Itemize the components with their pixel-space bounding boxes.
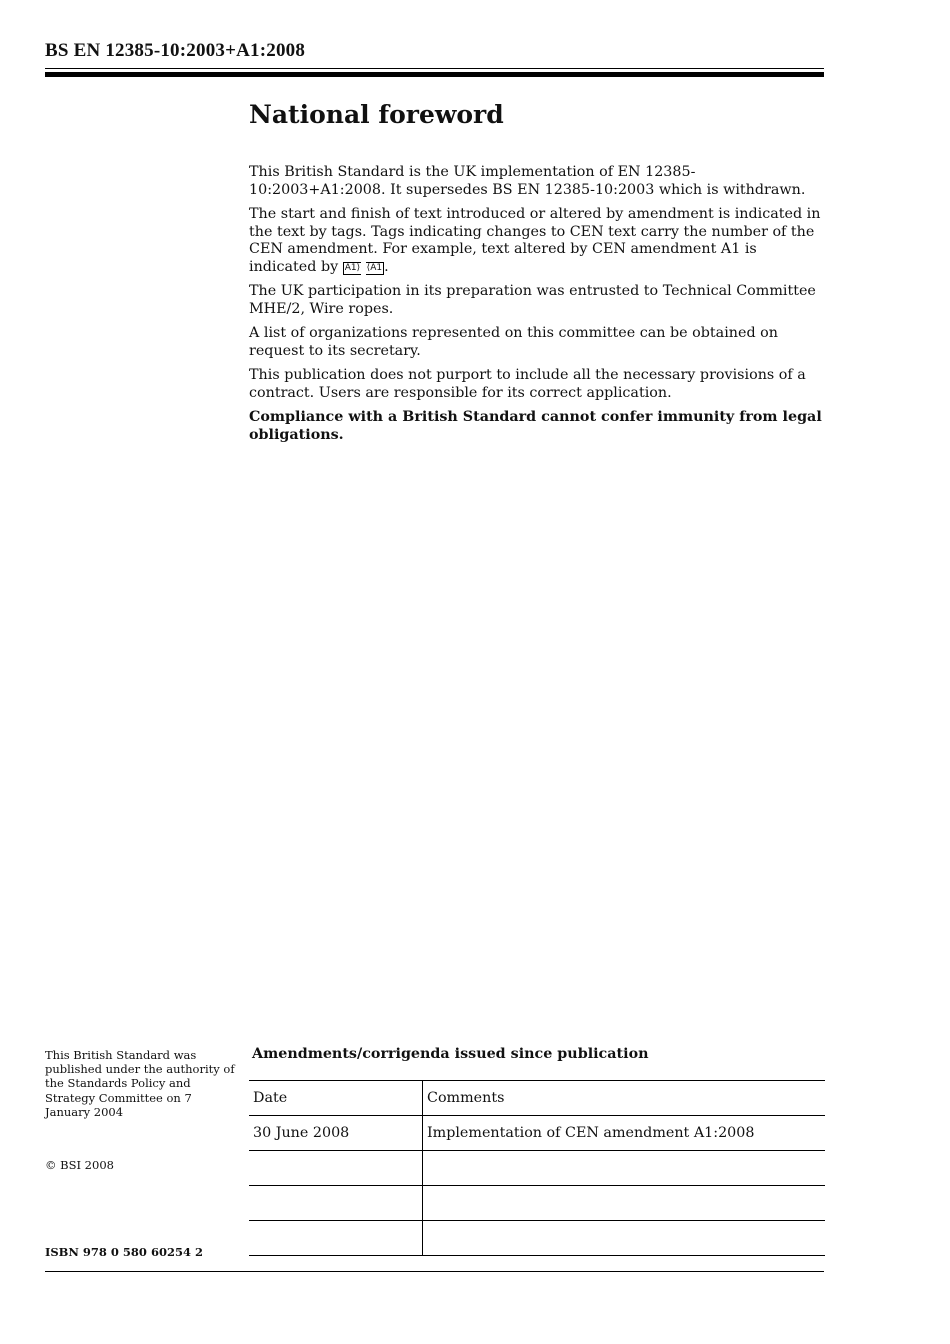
table-row [249,1116,825,1151]
footer-rule [45,1271,824,1272]
table-row [249,1221,825,1256]
paragraph-committee: The UK participation in its preparation was entrusted to Technical Committee MHE/2, Wire ropes. [249,283,816,317]
cell-comment: Implementation of CEN amendment A1:2008 [423,1116,826,1151]
cell-comment [423,1151,826,1186]
amendments-title: Amendments/corrigenda issued since publication [252,1046,649,1062]
page-title: National foreword [249,100,504,129]
table-row [249,1186,825,1221]
cell-date [249,1151,423,1186]
column-header-comments: Comments [423,1081,826,1116]
foreword-body [249,164,827,451]
amendment-end-tag-icon: ⟨A1 [366,262,383,273]
header-rule-thin [45,68,824,69]
paragraph-amendment-tags-end: . [384,258,389,275]
paragraph-amendment-tags-text: The start and finish of text introduced or altered by amendment is indicated in the text by tags. Tags indicating changes to CEN text carry the number of the CEN amendment. For example, text altered by CEN amendment A1 is indicated by [249,206,821,275]
cell-date [249,1221,423,1256]
copyright: © BSI 2008 [45,1158,114,1172]
column-header-date: Date [249,1081,423,1116]
cell-comment [423,1221,826,1256]
paragraph-organizations: A list of organizations represented on this committee can be obtained on request to its secretary. [249,325,778,359]
cell-comment [423,1186,826,1221]
amendment-start-tag-icon: A1⟩ [344,262,361,273]
paragraph-contract: This publication does not purport to include all the necessary provisions of a contract. Users are responsible for its correct application. [249,367,806,401]
paragraph-amendment-tags [249,206,827,276]
publication-note: This British Standard was published under the authority of the Standards Policy and Strategy Committee on 7 January 2004 [45,1048,235,1119]
table-header-row [249,1081,825,1116]
cell-date: 30 June 2008 [249,1116,423,1151]
table-row [249,1151,825,1186]
isbn: ISBN 978 0 580 60254 2 [45,1245,203,1259]
header-rule-thick [45,72,824,77]
paragraph-implementation: This British Standard is the UK implementation of EN 12385-10:2003+A1:2008. It supersedes BS EN 12385-10:2003 which is withdrawn. [249,164,806,198]
document-id: BS EN 12385-10:2003+A1:2008 [45,40,306,61]
cell-date [249,1186,423,1221]
paragraph-compliance: Compliance with a British Standard cannot confer immunity from legal obligations. [249,409,822,443]
amendments-table [249,1080,825,1256]
